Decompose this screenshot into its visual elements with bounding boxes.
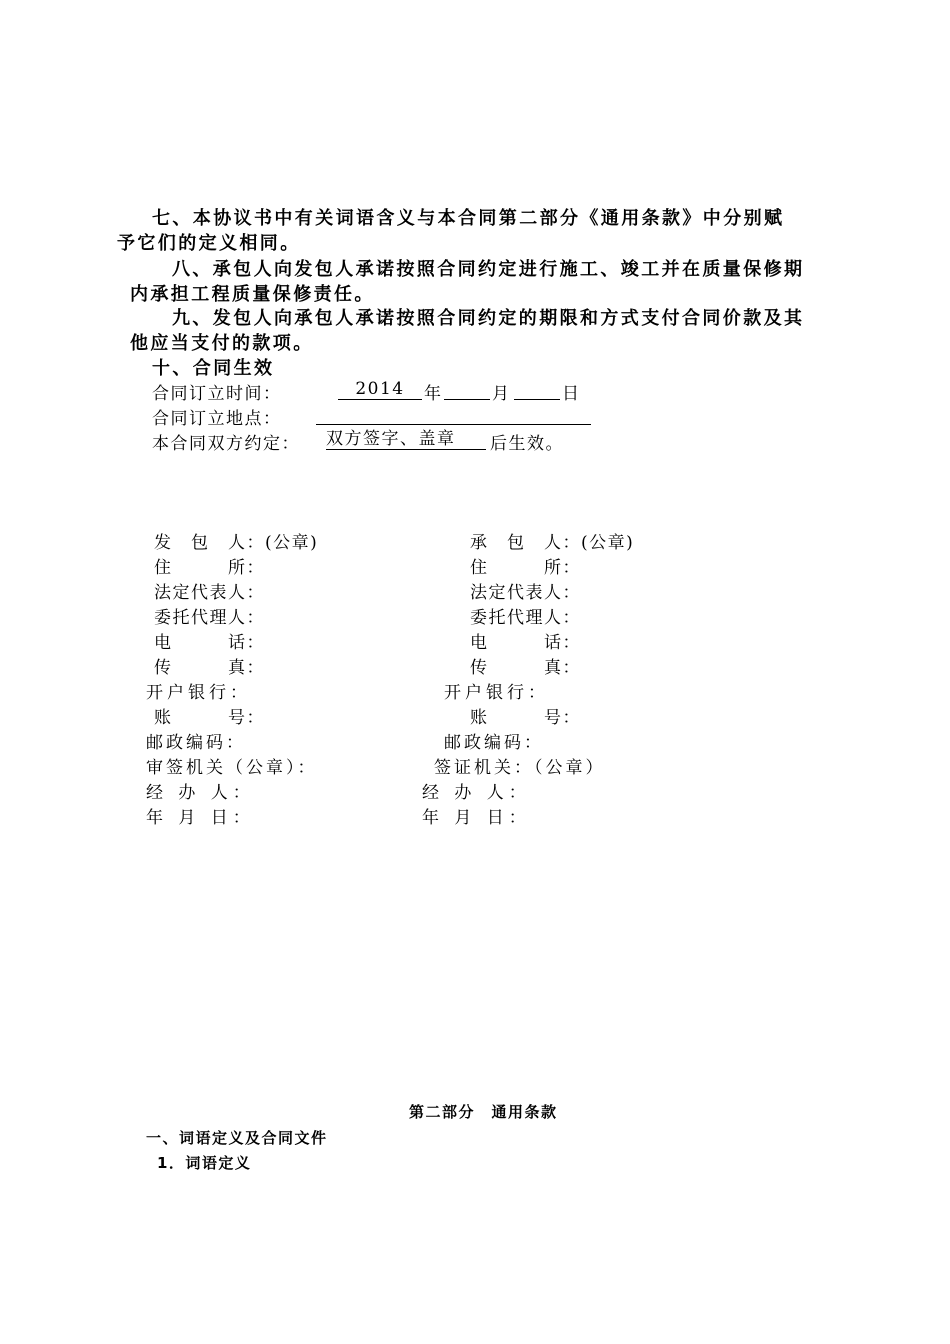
employer-postcode-label: 邮政编码： (146, 733, 246, 753)
item-1-heading: 1．词语定义 (157, 1154, 252, 1172)
employer-party-label: 发 包 人：(公章) (154, 533, 319, 553)
contractor-cert-org-label: 签证机关：（公章） (434, 758, 606, 778)
effect-label: 本合同双方约定： (152, 434, 300, 454)
employer-phone-label: 电 话： (154, 633, 265, 653)
month-label: 月 (492, 384, 511, 404)
clause-7-line-1: 七、本协议书中有关词语含义与本合同第二部分《通用条款》中分别赋 (152, 208, 785, 229)
clause-8-line-1: 八、承包人向发包人承诺按照合同约定进行施工、竣工并在质量保修期 (172, 259, 805, 280)
employer-account-label: 账 号： (154, 708, 265, 728)
sign-place-label: 合同订立地点： (152, 409, 282, 429)
year-label: 年 (424, 384, 443, 404)
contractor-address-label: 住 所： (470, 558, 581, 578)
employer-date-label: 年 月 日： (146, 808, 255, 828)
employer-handler-label: 经 办 人： (146, 783, 255, 803)
contractor-fax-label: 传 真： (470, 658, 581, 678)
day-label: 日 (562, 384, 581, 404)
employer-review-org-label: 审签机关（公章）： (146, 758, 318, 778)
sign-place-field (316, 404, 591, 425)
contractor-date-label: 年 月 日： (422, 808, 531, 828)
sign-time-label: 合同订立时间： (152, 384, 282, 404)
sign-day-field (514, 379, 560, 400)
sign-year-field: 2014 (338, 379, 422, 400)
contractor-party-label: 承 包 人：(公章) (470, 533, 635, 553)
employer-bank-label: 开户银行： (146, 683, 251, 703)
clause-9-line-2: 他应当支付的款项。 (130, 333, 314, 354)
effect-suffix: 后生效。 (490, 434, 564, 454)
employer-legal-rep-label: 法定代表人： (154, 583, 265, 603)
contractor-account-label: 账 号： (470, 708, 581, 728)
contractor-postcode-label: 邮政编码： (444, 733, 544, 753)
contractor-phone-label: 电 话： (470, 633, 581, 653)
part-two-title: 第二部分 通用条款 (409, 1103, 558, 1121)
clause-10-title: 十、合同生效 (152, 358, 275, 379)
contractor-legal-rep-label: 法定代表人： (470, 583, 581, 603)
contractor-agent-label: 委托代理人： (470, 608, 581, 628)
clause-7-line-2: 予它们的定义相同。 (117, 233, 301, 254)
employer-fax-label: 传 真： (154, 658, 265, 678)
contractor-handler-label: 经 办 人： (422, 783, 531, 803)
employer-address-label: 住 所： (154, 558, 265, 578)
employer-agent-label: 委托代理人： (154, 608, 265, 628)
contractor-bank-label: 开户银行： (444, 683, 549, 703)
effect-condition-field: 双方签字、盖章 (326, 429, 486, 450)
section-1-heading: 一、词语定义及合同文件 (146, 1129, 328, 1147)
sign-month-field (444, 379, 490, 400)
clause-8-line-2: 内承担工程质量保修责任。 (130, 284, 375, 305)
clause-9-line-1: 九、发包人向承包人承诺按照合同约定的期限和方式支付合同价款及其 (172, 308, 805, 329)
